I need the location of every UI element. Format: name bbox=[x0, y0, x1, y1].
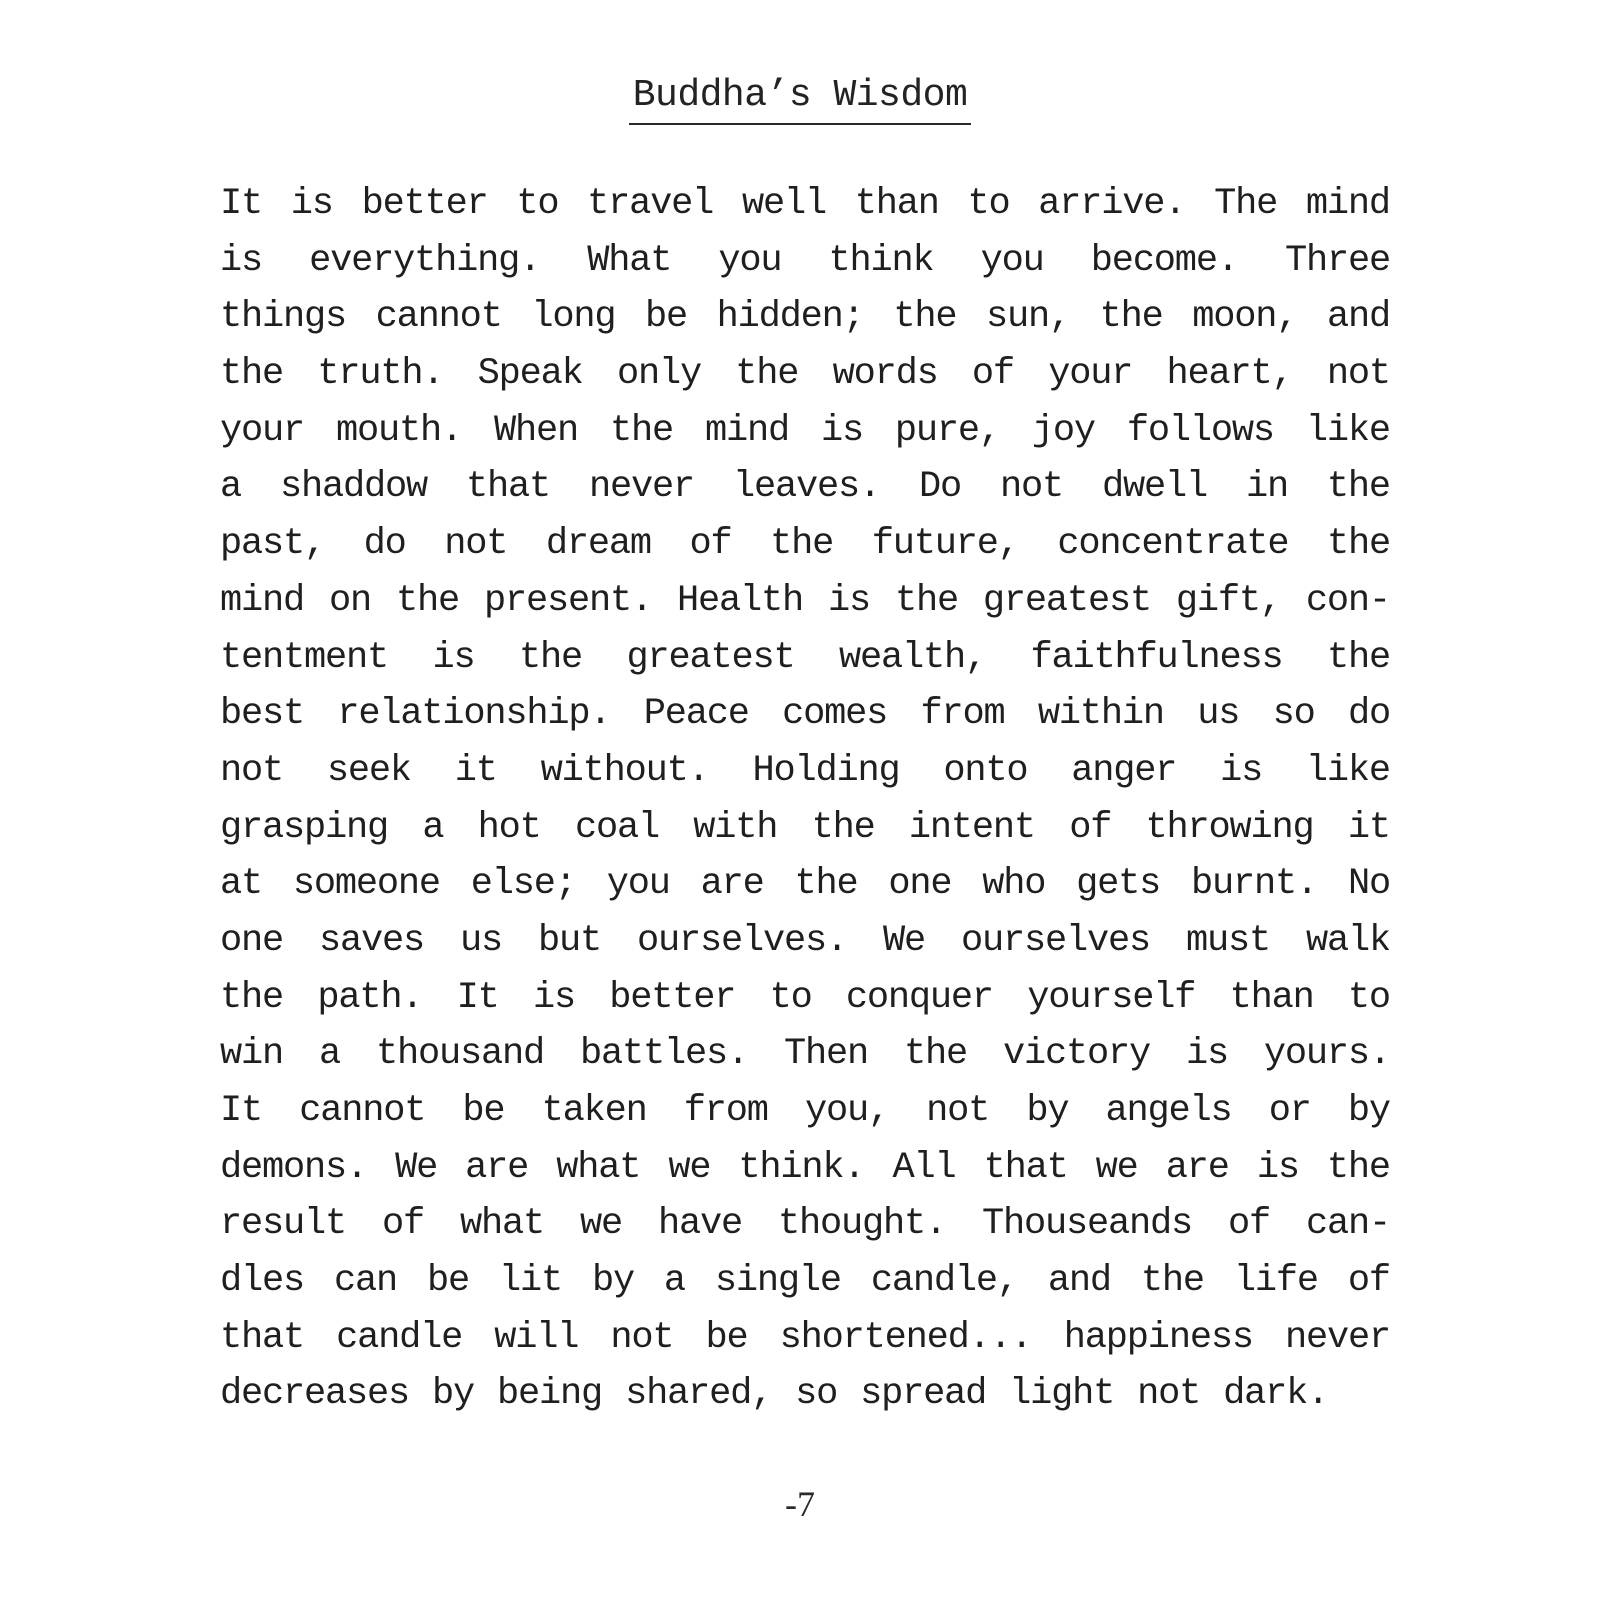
text-line bbox=[220, 459, 1390, 516]
word: When bbox=[493, 409, 578, 452]
word: the bbox=[1326, 636, 1390, 679]
text-line bbox=[220, 403, 1390, 460]
word: mind bbox=[704, 409, 789, 452]
word: con- bbox=[1305, 579, 1390, 622]
word: Peace bbox=[643, 693, 749, 736]
word: one bbox=[220, 919, 284, 962]
text-line bbox=[220, 346, 1390, 403]
word: shaddow bbox=[279, 466, 428, 509]
word: the bbox=[1140, 1260, 1204, 1303]
word: truth. bbox=[317, 353, 444, 396]
word: coal bbox=[574, 806, 659, 849]
word: of bbox=[1347, 1260, 1390, 1303]
word: is bbox=[1220, 749, 1263, 792]
word: What bbox=[587, 239, 672, 282]
word: do bbox=[1347, 693, 1390, 736]
word: is bbox=[827, 579, 870, 622]
word: It bbox=[220, 1090, 263, 1132]
word: the bbox=[811, 806, 875, 849]
word: be bbox=[426, 1260, 469, 1303]
word: of bbox=[971, 353, 1014, 396]
word: saves bbox=[318, 919, 425, 962]
word: we bbox=[579, 1203, 622, 1246]
word: are bbox=[1165, 1146, 1229, 1189]
word: candle, bbox=[870, 1260, 1018, 1303]
word: Do bbox=[918, 466, 961, 509]
word: one bbox=[888, 863, 952, 906]
word: is bbox=[532, 976, 575, 1019]
word: it bbox=[454, 749, 497, 792]
word: is bbox=[820, 409, 863, 452]
word: the bbox=[220, 976, 284, 1019]
word: without. bbox=[540, 749, 709, 792]
word: the bbox=[395, 579, 459, 622]
word: the bbox=[518, 636, 582, 679]
text-line bbox=[220, 800, 1390, 857]
word: your bbox=[1048, 353, 1133, 396]
word: sun, bbox=[985, 296, 1070, 339]
word: best bbox=[220, 693, 305, 736]
word: thought. bbox=[777, 1203, 946, 1246]
word: think bbox=[828, 239, 934, 282]
word: future, bbox=[871, 523, 1019, 566]
word: the bbox=[893, 296, 957, 339]
word: cannot bbox=[299, 1090, 426, 1132]
word: candle bbox=[336, 1316, 463, 1359]
word: by bbox=[1026, 1090, 1069, 1132]
word: thousand bbox=[375, 1033, 544, 1076]
word: seek bbox=[326, 749, 411, 792]
word: are bbox=[465, 1146, 529, 1189]
word: mind bbox=[1305, 183, 1390, 225]
word: by bbox=[1347, 1090, 1390, 1132]
word: moon, bbox=[1192, 296, 1298, 339]
word: someone bbox=[292, 863, 440, 906]
title-container bbox=[0, 74, 1600, 125]
word: path. bbox=[317, 976, 423, 1019]
word: a bbox=[318, 1033, 340, 1076]
word: win bbox=[220, 1033, 284, 1076]
word: is bbox=[1256, 1146, 1299, 1189]
word: better bbox=[361, 183, 488, 225]
word: arrive. bbox=[1038, 183, 1186, 225]
word: you bbox=[980, 239, 1044, 282]
word: be bbox=[462, 1090, 505, 1132]
word: comes bbox=[782, 693, 888, 736]
word: who bbox=[982, 863, 1046, 906]
word: We bbox=[395, 1146, 438, 1189]
text-line bbox=[220, 1196, 1390, 1253]
word: follows bbox=[1126, 409, 1274, 452]
word: you bbox=[718, 239, 782, 282]
text-line bbox=[220, 743, 1390, 800]
word: cannot bbox=[375, 296, 502, 339]
word: dles bbox=[220, 1260, 305, 1303]
word: us bbox=[1197, 693, 1240, 736]
word: tentment bbox=[220, 636, 389, 679]
word: joy bbox=[1031, 409, 1095, 452]
word: gets bbox=[1076, 863, 1161, 906]
word: by bbox=[591, 1260, 634, 1303]
word: but bbox=[537, 919, 601, 962]
text-line bbox=[220, 176, 1390, 233]
word: It bbox=[220, 183, 263, 225]
text-line bbox=[220, 856, 1390, 913]
word: the bbox=[220, 353, 284, 396]
word: like bbox=[1305, 749, 1390, 792]
word: what bbox=[556, 1146, 641, 1189]
word: The bbox=[1214, 183, 1278, 225]
word: dream bbox=[545, 523, 651, 566]
word: that bbox=[220, 1316, 305, 1359]
word: the bbox=[1099, 296, 1163, 339]
word: a bbox=[220, 466, 242, 509]
word: angels bbox=[1105, 1090, 1232, 1132]
word: have bbox=[657, 1203, 742, 1246]
word: a bbox=[663, 1260, 685, 1303]
word: that bbox=[983, 1146, 1068, 1189]
word: only bbox=[616, 353, 701, 396]
word: so bbox=[1272, 693, 1315, 736]
word: wealth, bbox=[838, 636, 986, 679]
word: never bbox=[588, 466, 694, 509]
text-line bbox=[220, 1083, 1390, 1140]
text-line bbox=[220, 1253, 1390, 1310]
word: onto bbox=[943, 749, 1028, 792]
word: Health bbox=[676, 579, 803, 622]
word: mouth. bbox=[335, 409, 463, 452]
word: become. bbox=[1090, 239, 1238, 282]
word: you bbox=[606, 863, 670, 906]
word: your bbox=[220, 409, 305, 452]
word: better bbox=[609, 976, 736, 1019]
word: leaves. bbox=[732, 466, 880, 509]
word: in bbox=[1245, 466, 1288, 509]
word: single bbox=[714, 1260, 841, 1303]
text-line bbox=[220, 630, 1390, 687]
word: throwing bbox=[1145, 806, 1314, 849]
word: the bbox=[894, 579, 958, 622]
word: concentrate bbox=[1057, 523, 1289, 566]
word: No bbox=[1347, 863, 1390, 906]
word: can bbox=[333, 1260, 397, 1303]
word: be bbox=[705, 1316, 748, 1359]
word: the bbox=[770, 523, 834, 566]
word: Then bbox=[783, 1033, 868, 1076]
word: anger bbox=[1071, 749, 1177, 792]
word: within bbox=[1037, 693, 1164, 736]
word: ourselves bbox=[960, 919, 1150, 962]
word: intent bbox=[908, 806, 1035, 849]
word: what bbox=[459, 1203, 544, 1246]
word: battles. bbox=[579, 1033, 748, 1076]
word: be bbox=[645, 296, 688, 339]
word: the bbox=[1326, 1146, 1390, 1189]
word: than bbox=[854, 183, 939, 225]
word: a bbox=[422, 806, 444, 849]
word: can- bbox=[1305, 1203, 1390, 1246]
word: mind bbox=[220, 579, 305, 622]
word: result bbox=[220, 1203, 347, 1246]
word: heart, bbox=[1166, 353, 1293, 396]
word: is bbox=[432, 636, 475, 679]
word: to bbox=[967, 183, 1010, 225]
word: we bbox=[1095, 1146, 1138, 1189]
word: the bbox=[903, 1033, 967, 1076]
word: is bbox=[220, 239, 263, 282]
word: past, bbox=[220, 523, 326, 566]
word: well bbox=[741, 183, 826, 225]
word: you, bbox=[804, 1090, 889, 1132]
word: burnt. bbox=[1191, 863, 1318, 906]
word: travel bbox=[587, 183, 714, 225]
word: dwell bbox=[1101, 466, 1207, 509]
word: that bbox=[465, 466, 550, 509]
word: to bbox=[516, 183, 559, 225]
word: words bbox=[832, 353, 938, 396]
text-line bbox=[220, 970, 1390, 1027]
word: than bbox=[1229, 976, 1314, 1019]
word: like bbox=[1305, 409, 1390, 452]
word: gift, bbox=[1175, 579, 1281, 622]
word: lit bbox=[498, 1260, 562, 1303]
word: the bbox=[609, 409, 673, 452]
word: us bbox=[459, 919, 502, 962]
word: life bbox=[1233, 1260, 1318, 1303]
text-line bbox=[220, 573, 1390, 630]
word: grasping bbox=[220, 806, 389, 849]
word: of bbox=[689, 523, 732, 566]
word: demons. bbox=[220, 1146, 368, 1189]
word: Speak bbox=[477, 353, 583, 396]
word: It bbox=[456, 976, 499, 1019]
word: not bbox=[926, 1090, 990, 1132]
word: the bbox=[735, 353, 799, 396]
text-line: decreases by being shared, so spread light not dark. bbox=[220, 1373, 1329, 1416]
word: happiness bbox=[1063, 1316, 1253, 1359]
word: think. bbox=[738, 1146, 865, 1189]
word: walk bbox=[1305, 919, 1390, 962]
word: else; bbox=[470, 863, 576, 906]
word: not bbox=[999, 466, 1063, 509]
word: Three bbox=[1284, 239, 1390, 282]
word: to bbox=[1347, 976, 1390, 1019]
word: from bbox=[683, 1090, 768, 1132]
word: hot bbox=[477, 806, 541, 849]
word: yourself bbox=[1027, 976, 1196, 1019]
word: the bbox=[794, 863, 858, 906]
page-number: -7 bbox=[785, 1484, 815, 1524]
word: must bbox=[1185, 919, 1270, 962]
word: do bbox=[363, 523, 406, 566]
word: everything. bbox=[309, 239, 541, 282]
text-line bbox=[220, 289, 1390, 346]
text-line bbox=[220, 233, 1390, 290]
word: will bbox=[494, 1316, 579, 1359]
word: All bbox=[892, 1146, 956, 1189]
word: ourselves. bbox=[636, 919, 847, 962]
word: victory bbox=[1002, 1033, 1150, 1076]
word: of bbox=[1069, 806, 1112, 849]
page-title: Buddha’s Wisdom bbox=[629, 74, 972, 125]
word: is bbox=[1185, 1033, 1228, 1076]
word: shortened... bbox=[779, 1316, 1032, 1359]
word: greatest bbox=[982, 579, 1151, 622]
word: is bbox=[290, 183, 333, 225]
word: yours. bbox=[1263, 1033, 1390, 1076]
word: things bbox=[220, 296, 347, 339]
word: long bbox=[531, 296, 616, 339]
word: Holding bbox=[752, 749, 900, 792]
word: we bbox=[668, 1146, 711, 1189]
word: relationship. bbox=[337, 693, 611, 736]
text-line bbox=[220, 913, 1390, 970]
body-paragraph bbox=[220, 176, 1390, 1423]
word: or bbox=[1268, 1090, 1311, 1132]
word: with bbox=[693, 806, 778, 849]
word: pure, bbox=[894, 409, 1000, 452]
text-line bbox=[220, 1140, 1390, 1197]
word: on bbox=[328, 579, 371, 622]
word: taken bbox=[541, 1090, 647, 1132]
text-line bbox=[220, 516, 1390, 573]
word: the bbox=[1326, 523, 1390, 566]
word: greatest bbox=[626, 636, 795, 679]
word: of bbox=[1227, 1203, 1270, 1246]
word: We bbox=[882, 919, 925, 962]
text-line bbox=[220, 686, 1390, 743]
word: from bbox=[920, 693, 1005, 736]
word: to bbox=[769, 976, 812, 1019]
word: and bbox=[1047, 1260, 1111, 1303]
word: it bbox=[1347, 806, 1390, 849]
word: the bbox=[1326, 466, 1390, 509]
word: not bbox=[610, 1316, 674, 1359]
text-line bbox=[220, 1310, 1390, 1367]
word: not bbox=[444, 523, 508, 566]
word: not bbox=[220, 749, 284, 792]
word: are bbox=[700, 863, 764, 906]
word: at bbox=[220, 863, 263, 906]
word: never bbox=[1284, 1316, 1390, 1359]
text-line bbox=[220, 1026, 1390, 1083]
word: not bbox=[1326, 353, 1390, 396]
word: present. bbox=[483, 579, 652, 622]
word: of bbox=[382, 1203, 425, 1246]
word: and bbox=[1326, 296, 1390, 339]
word: hidden; bbox=[716, 296, 864, 339]
word: faithfulness bbox=[1030, 636, 1283, 679]
word: conquer bbox=[845, 976, 993, 1019]
word: Thouseands bbox=[981, 1203, 1192, 1246]
